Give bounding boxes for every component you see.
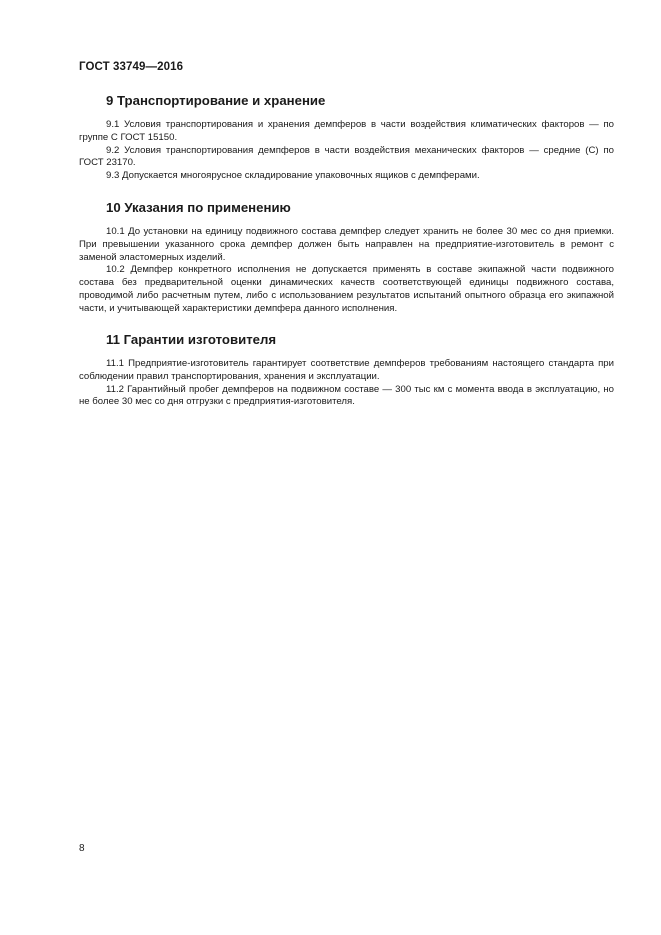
page-number: 8: [79, 843, 85, 854]
section-heading: 10 Указания по применению: [106, 200, 291, 215]
paragraph-10-1: 10.1 До установки на единицу подвижного состава демпфер следует хранить не более 30 мес со дня приемки. При превышении указанного срока демпфер должен быть направлен на предприятие-изготовитель в ремонт с заменой эластомерных изделий.: [79, 226, 614, 263]
section-10-usage-instructions: [79, 200, 614, 316]
paragraph-9-2: 9.2 Условия транспортирования демпферов в части воздействия механических факторов — средние (С) по ГОСТ 23170.: [79, 144, 614, 169]
document-code: ГОСТ 33749—2016: [79, 61, 184, 73]
section-heading: 9 Транспортирование и хранение: [106, 93, 326, 108]
paragraph-10-2: 10.2 Демпфер конкретного исполнения не допускается применять в составе экипажной части подвижного состава без предварительной оценки динамических качеств соответствующей единицы подвижного состава, проводимой либо расчетным путем, либо с использованием результатов испытаний опытного образца его экипажной части, и учитывающей характеристики демпфера данного исполнения.: [79, 264, 614, 314]
paragraph-11-2: 11.2 Гарантийный пробег демпферов на подвижном составе — 300 тыс км с момента ввода в эксплуатацию, но не более 30 мес со дня отгрузки с предприятия-изготовителя.: [79, 383, 614, 408]
section-heading: 11 Гарантии изготовителя: [106, 332, 277, 347]
paragraph-9-3: 9.3 Допускается многоярусное складирование упаковочных ящиков с демпферами.: [106, 170, 480, 182]
section-9-transport-storage: [79, 93, 614, 183]
paragraph-9-1: 9.1 Условия транспортирования и хранения демпферов в части воздействия климатических факторов — по группе С ГОСТ 15150.: [79, 119, 614, 143]
paragraph-11-1: 11.1 Предприятие-изготовитель гарантирует соответствие демпферов требованиям настоящего стандарта при соблюдении правил транспортирования, хранения и эксплуатации.: [79, 358, 614, 382]
section-11-manufacturer-warranty: [79, 332, 614, 409]
